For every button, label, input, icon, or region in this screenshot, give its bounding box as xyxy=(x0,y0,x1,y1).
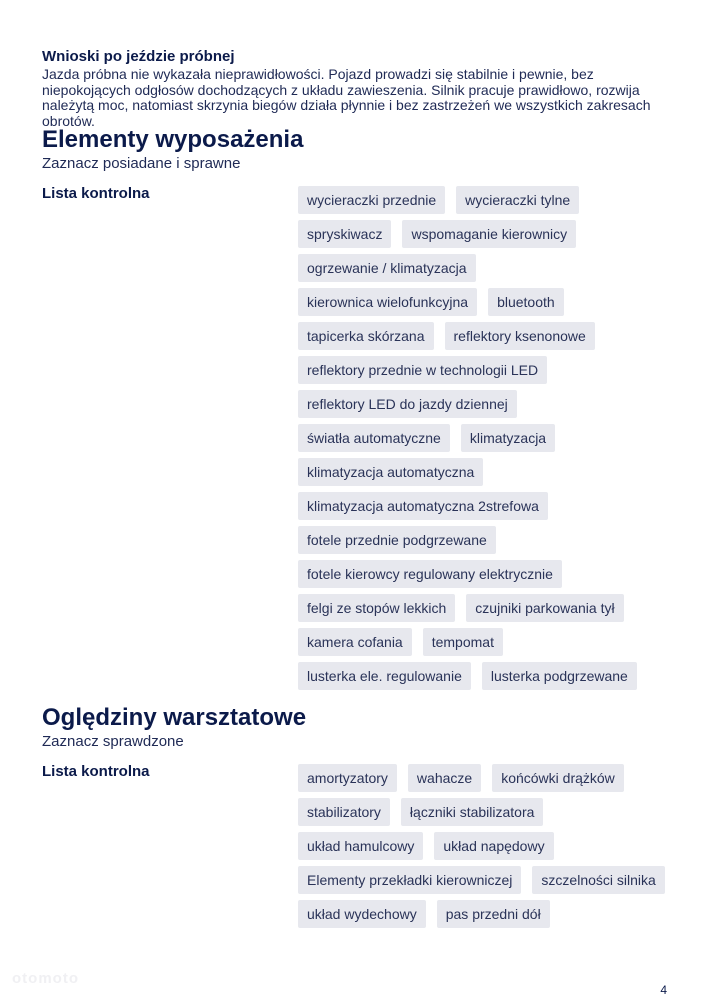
checklist-chip[interactable]: spryskiwacz xyxy=(298,220,391,248)
checklist-chip[interactable]: fotele kierowcy regulowany elektrycznie xyxy=(298,560,562,588)
equipment-header xyxy=(42,126,303,172)
checklist-chip[interactable]: lusterka ele. regulowanie xyxy=(298,662,471,690)
checklist-row xyxy=(298,594,668,622)
checklist-chip[interactable]: światła automatyczne xyxy=(298,424,450,452)
inspection-list-label: Lista kontrolna xyxy=(42,763,150,780)
inspection-header xyxy=(42,704,306,750)
checklist-row xyxy=(298,866,668,894)
page-number: 4 xyxy=(660,983,667,997)
checklist-row xyxy=(298,832,668,860)
checklist-chip[interactable]: pas przedni dół xyxy=(437,900,550,928)
checklist-chip[interactable]: czujniki parkowania tył xyxy=(466,594,623,622)
checklist-chip[interactable]: klimatyzacja automatyczna 2strefowa xyxy=(298,492,548,520)
checklist-chip[interactable]: wycieraczki przednie xyxy=(298,186,445,214)
checklist-row xyxy=(298,288,668,316)
checklist-row xyxy=(298,424,668,452)
checklist-chip[interactable]: układ napędowy xyxy=(434,832,553,860)
test-drive-text: Jazda próbna nie wykazała nieprawidłowości. Pojazd prowadzi się stabilnie i pewnie, bez niepokojących odgłosów dochodzących z układu zawieszenia. Silnik pracuje prawidłowo, rozwija należytą moc, natomiast skrzynia biegów działa płynnie i bez zastrzeżeń we wszystkich zakresach obrotów. xyxy=(42,66,651,129)
checklist-chip[interactable]: klimatyzacja xyxy=(461,424,555,452)
checklist-row xyxy=(298,900,668,928)
checklist-chip[interactable]: reflektory ksenonowe xyxy=(445,322,595,350)
checklist-row xyxy=(298,458,668,486)
inspection-subtitle: Zaznacz sprawdzone xyxy=(42,733,184,750)
checklist-chip[interactable]: końcówki drążków xyxy=(492,764,624,792)
checklist-row xyxy=(298,560,668,588)
checklist-row xyxy=(298,798,668,826)
checklist-row xyxy=(298,662,668,690)
checklist-row xyxy=(298,186,668,214)
test-drive-section xyxy=(42,48,662,129)
checklist-row xyxy=(298,492,668,520)
checklist-chip[interactable]: ogrzewanie / klimatyzacja xyxy=(298,254,476,282)
checklist-chip[interactable]: Elementy przekładki kierowniczej xyxy=(298,866,521,894)
checklist-chip[interactable]: szczelności silnika xyxy=(532,866,664,894)
equipment-subtitle: Zaznacz posiadane i sprawne xyxy=(42,155,241,172)
checklist-chip[interactable]: tempomat xyxy=(423,628,503,656)
checklist-row xyxy=(298,356,668,384)
checklist-chip[interactable]: reflektory przednie w technologii LED xyxy=(298,356,547,384)
checklist-row xyxy=(298,764,668,792)
inspection-title: Oględziny warsztatowe xyxy=(42,704,307,731)
checklist-chip[interactable]: kierownica wielofunkcyjna xyxy=(298,288,477,316)
checklist-chip[interactable]: reflektory LED do jazdy dziennej xyxy=(298,390,517,418)
checklist-chip[interactable]: felgi ze stopów lekkich xyxy=(298,594,455,622)
checklist-row xyxy=(298,526,668,554)
checklist-chip[interactable]: lusterka podgrzewane xyxy=(482,662,637,690)
checklist-row xyxy=(298,220,668,248)
watermark-logo: otomoto xyxy=(12,970,79,987)
checklist-chip[interactable]: amortyzatory xyxy=(298,764,397,792)
checklist-chip[interactable]: klimatyzacja automatyczna xyxy=(298,458,483,486)
checklist-chip[interactable]: wspomaganie kierownicy xyxy=(402,220,576,248)
checklist-row xyxy=(298,390,668,418)
test-drive-heading: Wnioski po jeździe próbnej xyxy=(42,48,235,65)
checklist-chip[interactable]: fotele przednie podgrzewane xyxy=(298,526,496,554)
checklist-chip[interactable]: tapicerka skórzana xyxy=(298,322,434,350)
checklist-chip[interactable]: wahacze xyxy=(408,764,481,792)
checklist-chip[interactable]: układ hamulcowy xyxy=(298,832,423,860)
checklist-row xyxy=(298,628,668,656)
inspection-checklist xyxy=(298,764,668,934)
checklist-chip[interactable]: kamera cofania xyxy=(298,628,412,656)
checklist-row xyxy=(298,322,668,350)
checklist-row xyxy=(298,254,668,282)
checklist-chip[interactable]: stabilizatory xyxy=(298,798,390,826)
checklist-chip[interactable]: bluetooth xyxy=(488,288,564,316)
checklist-chip[interactable]: układ wydechowy xyxy=(298,900,426,928)
checklist-chip[interactable]: łączniki stabilizatora xyxy=(401,798,544,826)
equipment-title: Elementy wyposażenia xyxy=(42,126,304,153)
checklist-chip[interactable]: wycieraczki tylne xyxy=(456,186,579,214)
equipment-checklist xyxy=(298,186,668,696)
equipment-list-label: Lista kontrolna xyxy=(42,185,150,202)
